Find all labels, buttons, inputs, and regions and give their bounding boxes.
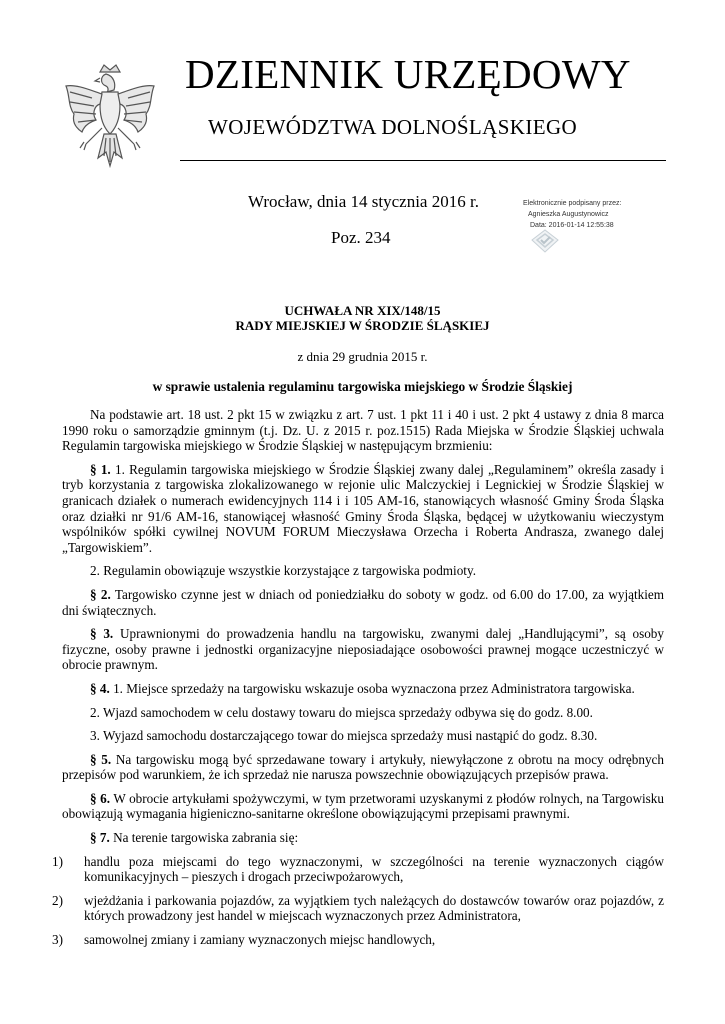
paragraph-4: [62, 681, 664, 697]
list-item-number: 2): [52, 892, 63, 908]
signature-date: Data: 2016-01-14 12:55:38: [530, 222, 614, 229]
resolution-body: [52, 407, 665, 956]
list-item-number: 3): [52, 932, 63, 948]
polish-eagle-emblem-icon: [62, 62, 158, 174]
paragraph-3: [62, 626, 664, 673]
section-4-text: 1. Miejsce sprzedaży na targowisku wskazuje osoba wyznaczona przez Administratora targowiska.: [109, 680, 635, 696]
section-2-text: Targowisko czynne jest w dniach od poniedziałku do soboty w godz. od 6.00 do 17.00, za wyjątkiem dni świątecznych.: [62, 586, 665, 618]
paragraph-4-point-3: 3. Wyjazd samochodu dostarczającego towar do miejsca sprzedaży musi nastąpić do godz. 8.30.: [90, 728, 598, 744]
paragraph-7: [62, 830, 664, 846]
section-7-sign: § 7.: [90, 830, 110, 846]
section-7-text: Na terenie targowiska zabrania się:: [109, 830, 299, 846]
section-2-sign: § 2.: [90, 586, 111, 602]
paragraph-1-point-2: 2. Regulamin obowiązuje wszystkie korzystające z targowiska podmioty.: [90, 563, 477, 579]
list-item: [52, 932, 664, 948]
preamble: Na podstawie art. 18 ust. 2 pkt 15 w związku z art. 7 ust. 1 pkt 11 i 40 i ust. 2 pkt 4 ustawy z dnia 8 marca 1990 roku o samorządzie gminnym (t.j. Dz. U. z 2015 r. poz.1515) Rada Miejska w Środzie Śląskiej uchwala Regulamin targowiska miejskiego w Środzie Śląskiej w następującym brzmieniu:: [62, 407, 664, 454]
resolution-issuer: RADY MIEJSKIEJ W ŚRODZIE ŚLĄSKIEJ: [235, 318, 490, 333]
list-item: [52, 853, 664, 885]
list-item: [52, 892, 664, 924]
resolution-subject: w sprawie ustalenia regulaminu targowiska miejskiego w Środzie Śląskiej: [152, 379, 573, 394]
signature-check-icon: [528, 226, 562, 256]
list-item-number: 1): [52, 853, 63, 869]
signer-name: Agnieszka Augustynowicz: [528, 211, 609, 218]
list-item-text: wjeżdżania i parkowania pojazdów, za wyjątkiem tych należących do dostawców towarów oraz pojazdów, z których prowadzony jest handel w miejscach wyznaczonych przez Administratora,: [84, 892, 664, 924]
paragraph-1: [62, 462, 664, 556]
section-4-sign: § 4.: [90, 680, 110, 696]
resolution-date: z dnia 29 grudnia 2015 r.: [297, 349, 428, 364]
section-5-sign: § 5.: [90, 751, 112, 767]
resolution-number: UCHWAŁA NR XIX/148/15: [284, 303, 441, 318]
list-item-text: handlu poza miejscami do tego wyznaczonymi, w szczególności na terenie wyznaczonych ciągów komunikacyjnych – pieszych i drogach przeciwpożarowych,: [84, 853, 664, 885]
position-number: Poz. 234: [331, 228, 391, 247]
section-3-text: Uprawnionymi do prowadzenia handlu na targowisku, zwanymi dalej „Handlującymi”, są osoby fizyczne, osoby prawne i jednostki organizacyjne nieposiadające osobowości prawnej mogące uczestniczyć w obrocie prawnym.: [62, 626, 664, 673]
section-1-sign: § 1.: [90, 461, 111, 477]
section-1-text: 1. Regulamin targowiska miejskiego w Środzie Śląskiej zwany dalej „Regulaminem” określa zasady i tryb korzystania z targowiska zlokalizowanego w rejonie ulic Malczyckiej i Legnickiej w Środzie Śląskiej w granicach działek o numerach ewidencyjnych 114 i i 105 AM-16, stanowiących własność Gminy Środa Śląska oraz działki nr 91/6 AM-16, stanowiącej własność Gminy Środa Śląska, będącej w użytkowaniu wieczystym wspólników spółki cywilnej NOVUM FORUM Mieczysława Orzecha i Roberta Andrasza, zwanego dalej „Targowiskiem”.: [62, 461, 665, 555]
header-divider: [180, 160, 666, 161]
paragraph-2: [62, 587, 664, 618]
place-and-date: Wrocław, dnia 14 stycznia 2016 r.: [248, 192, 479, 211]
signature-label: Elektronicznie podpisany przez:: [523, 200, 622, 207]
journal-subtitle: WOJEWÓDZTWA DOLNOŚLĄSKIEGO: [208, 115, 578, 139]
section-5-text: Na targowisku mogą być sprzedawane towary i artykuły, niewyłączone z obrotu na mocy odrębnych przepisów pod warunkiem, że ich sprzedaż nie narusza powszechnie obowiązujących przepisów prawa.: [62, 751, 665, 783]
list-item-text: samowolnej zmiany i zamiany wyznaczonych miejsc handlowych,: [84, 932, 436, 948]
paragraph-5: [62, 752, 664, 783]
paragraph-6: [62, 791, 664, 822]
section-6-text: W obrocie artykułami spożywczymi, w tym przetworami uzyskanymi z płodów rolnych, na Targowisku obowiązują wymagania higieniczno-sanitarne określone obowiązującymi przepisami prawnymi.: [62, 790, 664, 822]
journal-title: DZIENNIK URZĘDOWY: [185, 51, 631, 97]
section-6-sign: § 6.: [90, 790, 111, 806]
prohibitions-list: [52, 853, 664, 948]
section-3-sign: § 3.: [90, 626, 114, 642]
paragraph-4-point-2: 2. Wjazd samochodem w celu dostawy towaru do miejsca sprzedaży odbywa się do godz. 8.00.: [90, 704, 593, 720]
